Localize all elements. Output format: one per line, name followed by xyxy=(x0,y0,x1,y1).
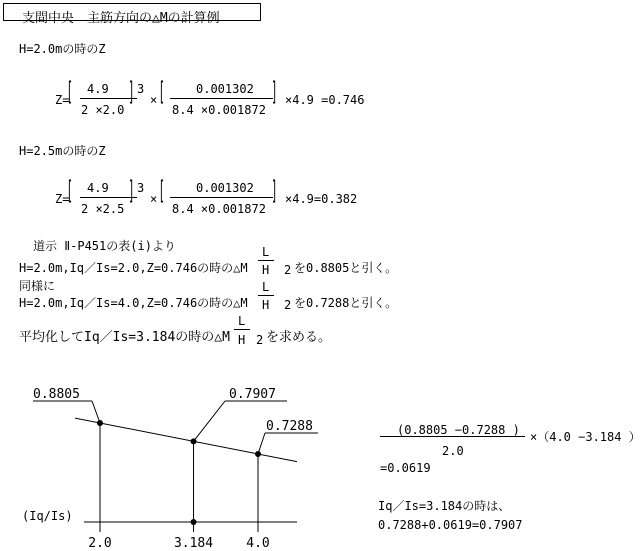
chart-value-label: 0.8805 xyxy=(33,387,80,402)
chart-trend-line xyxy=(75,418,297,462)
text-line2-frac-exp: 2 xyxy=(284,263,292,277)
section1-times: × xyxy=(150,93,158,107)
section2-z-label: Z= xyxy=(55,192,70,206)
calc-fraction-bar xyxy=(380,436,525,437)
section2-heading: H=2.5mの時のZ xyxy=(19,144,106,158)
calc-line3: 0.7288+0.0619=0.7907 xyxy=(378,518,523,532)
section2-result: ×4.9=0.382 xyxy=(285,192,358,206)
section2-den1: 2 ×2.5 xyxy=(81,202,125,216)
text-line4-frac-num: L xyxy=(262,280,270,294)
text-line2-post: を0.8805と引く。 xyxy=(294,261,398,275)
section2-bracket-right: ] xyxy=(129,176,134,206)
section2-num2: 0.001302 xyxy=(196,181,254,195)
calc-result: =0.0619 xyxy=(380,461,431,475)
text-line4-frac-exp: 2 xyxy=(284,298,292,312)
section1-bracket2-right: ] xyxy=(272,77,277,107)
section1-bracket2-left: [ xyxy=(160,77,165,107)
text-line5-pre: 平均化してIq／Is=3.184の時の△M xyxy=(19,330,230,345)
section2-bracket2-right: ] xyxy=(272,176,277,206)
section1-den1: 2 ×2.0 xyxy=(81,103,125,117)
text-line3: 同様に xyxy=(19,279,56,293)
section2-bracket-left: [ xyxy=(68,176,73,206)
section1-bracket-right: ] xyxy=(129,77,134,107)
chart-leader-line xyxy=(258,433,265,454)
section1-heading: H=2.0mの時のZ xyxy=(19,42,106,56)
calc-times: ×（4.0 −3.184 ） xyxy=(530,430,641,444)
chart-leader-line xyxy=(92,401,100,423)
chart-baseline-point xyxy=(191,519,197,525)
calc-denominator: 2.0 xyxy=(442,444,464,458)
text-line5-post: を求める。 xyxy=(266,330,332,345)
text-line4-post: を0.7288と引く。 xyxy=(294,296,398,310)
section1-z-label: Z= xyxy=(55,93,70,107)
section2-bracket2-left: [ xyxy=(160,176,165,206)
text-line1: 道示 Ⅱ-P451の表(i)より xyxy=(33,239,176,253)
text-line5-frac-exp: 2 xyxy=(256,333,264,347)
text-line2-frac-den: H xyxy=(262,263,270,277)
chart-leader-line xyxy=(194,401,225,441)
chart-x-tick-label: 4.0 xyxy=(246,536,270,551)
chart-x-tick-label: 2.0 xyxy=(88,536,112,551)
chart-x-axis-label: (Iq/Is) xyxy=(22,509,73,523)
text-line5-frac-num: L xyxy=(238,314,246,328)
chart-value-label: 0.7907 xyxy=(229,387,276,402)
chart-x-tick-label: 3.184 xyxy=(173,536,214,551)
section1-den2: 8.4 ×0.001872 xyxy=(172,103,266,117)
section2-exp: 3 xyxy=(137,181,145,195)
calc-line2: Iq／Is=3.184の時は、 xyxy=(378,499,511,513)
page-title: 支間中央 主筋方向の△Mの計算例 xyxy=(22,11,220,26)
section2-den2: 8.4 ×0.001872 xyxy=(172,202,266,216)
section1-result: ×4.9 =0.746 xyxy=(285,93,365,107)
section1-bracket-left: [ xyxy=(68,77,73,107)
section1-num2: 0.001302 xyxy=(196,82,254,96)
text-line2-frac-num: L xyxy=(262,245,270,259)
text-line4-pre: H=2.0m,Iq／Is=4.0,Z=0.746の時の△M xyxy=(19,296,248,310)
chart-value-label: 0.7288 xyxy=(266,419,313,434)
text-line2-pre: H=2.0m,Iq／Is=2.0,Z=0.746の時の△M xyxy=(19,261,248,275)
section1-num1: 4.9 xyxy=(87,82,109,96)
section2-times: × xyxy=(150,192,158,206)
calc-numerator: (0.8805 −0.7288 ) xyxy=(397,423,520,437)
section2-num1: 4.9 xyxy=(87,181,109,195)
text-line5-frac-den: H xyxy=(238,333,246,347)
section1-exp: 3 xyxy=(137,82,145,96)
text-line4-frac-den: H xyxy=(262,298,270,312)
